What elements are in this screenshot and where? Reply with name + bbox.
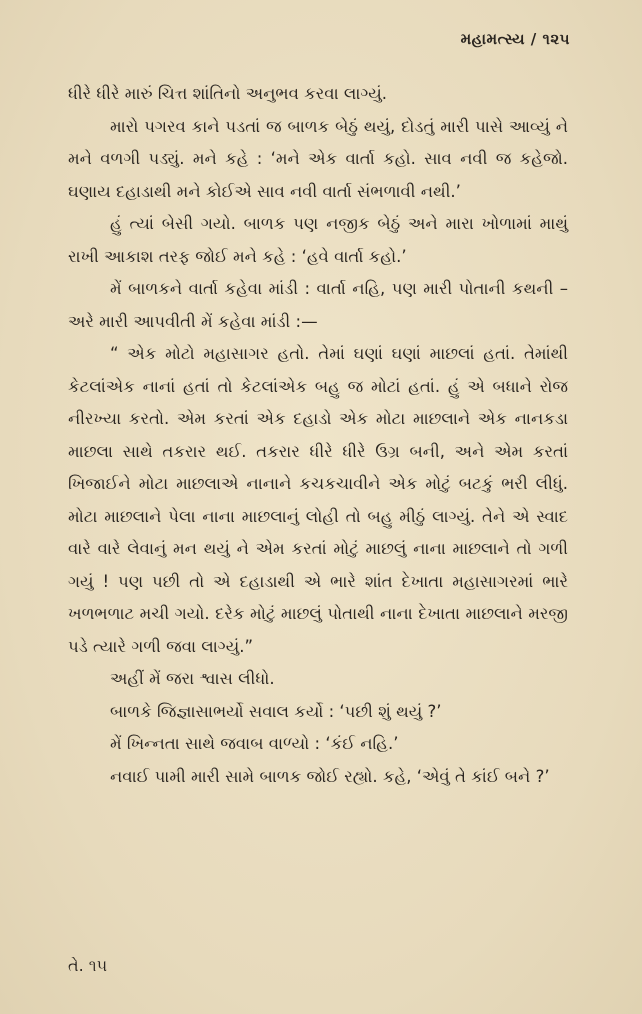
paragraph-8: મેં ખિન્નતા સાથે જવાબ વાળ્યો : ‘કંઈ નહિ.’ bbox=[110, 734, 399, 753]
paragraph-3: હું ત્યાં બેસી ગયો. બાળક પણ નજીક બેઠું અને મારા ખોળામાં માથું રાખી આકાશ તરફ જોઈ મને કહે : ‘હવે વાર્તા કહો.’ bbox=[68, 214, 568, 266]
paragraph-7: બાળકે જિજ્ઞાસાભર્યો સવાલ કર્યો : ‘પછી શું થયું ?’ bbox=[110, 701, 442, 721]
signature-mark: તે. ૧૫ bbox=[68, 956, 108, 975]
paragraph-4: મેં બાળકને વાર્તા કહેવા માંડી : વાર્તા નહિ, પણ મારી પોતાની કથની – અરે મારી આપવીતી મેં કહેવા માંડી :— bbox=[68, 279, 568, 331]
paragraph-6: અહીં મેં જરા શ્વાસ લીધો. bbox=[110, 669, 275, 688]
paragraph-5-story: “ એક મોટો મહાસાગર હતો. તેમાં ઘણાં ઘણાં માછલાં હતાં. તેમાંથી કેટલાંએક નાનાં હતાં તો કેટલાંએક બહુ જ મોટાં હતાં. હું એ બધાને રોજ નીરખ્યા કરતો. એમ કરતાં એક દહાડો એક મોટા માછલાને એક નાનકડા માછલા સાથે તકરાર થઈ. તકરાર ધીરે ધીરે ઉગ્ર બની, અને એમ કરતાં ખિજાઈને મોટા માછલાએ નાનાને કચકચાવીને એક મોટું બટકું ભરી લીધું. મોટા માછલાને પેલા નાના માછલાનું લોહી તો બહુ મીઠું લાગ્યું. તેને એ સ્વાદ વારે વારે લેવાનું મન થયું ને એમ કરતાં મોટું માછલું નાના માછલાને તો ગળી ગયું ! પણ પછી તો એ દહાડાથી એ ભારે શાંત દેખાતા મહાસાગરમાં ભારે ખળભળાટ મચી ગયો. દરેક મોટું માછલું પોતાથી નાના દેખાતા માછલાને મરજી પડે ત્યારે ગળી જવા લાગ્યું.” bbox=[68, 344, 568, 656]
paragraph-9: નવાઈ પામી મારી સામે બાળક જોઈ રહ્યો. કહે, ‘એવું તે કાંઈ બને ?’ bbox=[110, 766, 550, 786]
running-header: મહામત્સ્ય / ૧૨૫ bbox=[460, 30, 570, 48]
paragraph-2: મારો પગરવ કાને પડતાં જ બાળક બેઠું થયું, દોડતું મારી પાસે આવ્યું ને મને વળગી પડ્યું. મને કહે : ‘મને એક વાર્તા કહો. સાવ નવી જ કહેજો. ઘણાય દહાડાથી મને કોઈએ સાવ નવી વાર્તા સંભળાવી નથી.’ bbox=[68, 116, 568, 201]
body-text bbox=[68, 78, 568, 793]
paragraph-1: ધીરે ધીરે મારું ચિત્ત શાંતિનો અનુભવ કરવા લાગ્યું. bbox=[68, 84, 388, 103]
